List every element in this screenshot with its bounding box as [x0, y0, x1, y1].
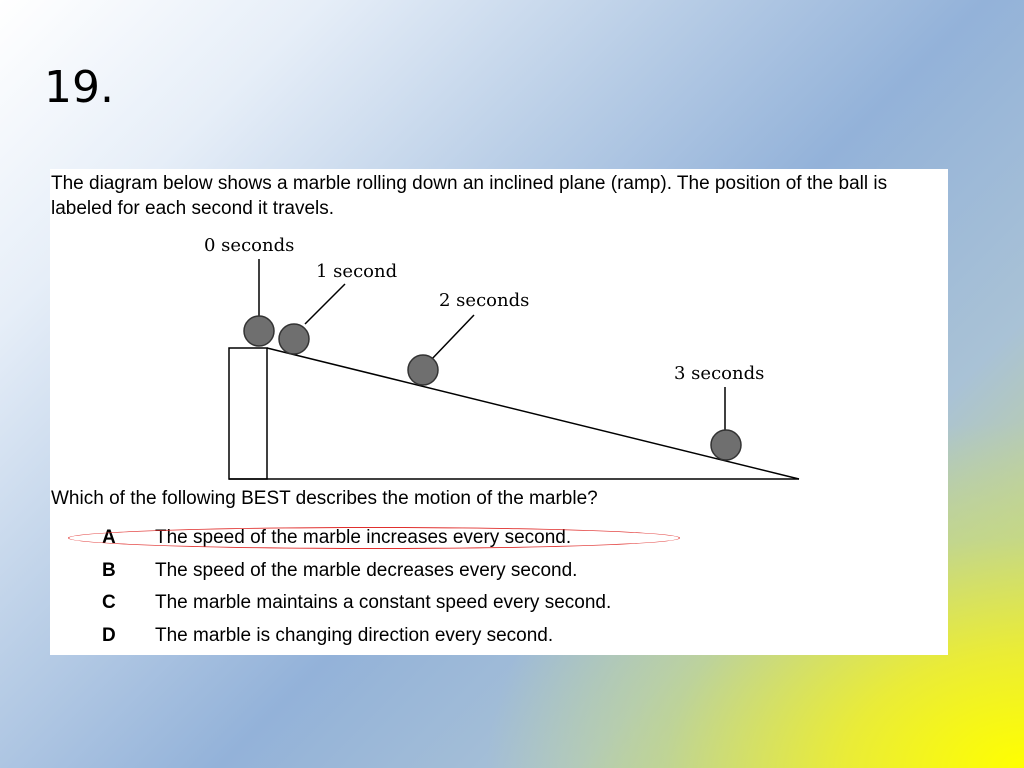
question-panel — [50, 169, 948, 655]
marble-1-second — [279, 324, 309, 354]
question-prompt: Which of the following BEST describes the motion of the marble? — [51, 488, 598, 509]
choice-a-text: The speed of the marble increases every second. — [155, 527, 572, 548]
choice-b[interactable] — [50, 559, 948, 589]
marble-0-seconds — [244, 316, 274, 346]
ramp-diagram — [50, 169, 948, 499]
choice-d-letter: D — [102, 625, 116, 646]
label-3-seconds: 3 seconds — [674, 363, 765, 384]
pointer-2-seconds — [430, 315, 474, 361]
label-1-second: 1 second — [316, 261, 398, 282]
choice-d[interactable] — [50, 624, 948, 654]
choice-c[interactable] — [50, 591, 948, 621]
choice-c-text: The marble maintains a constant speed every second. — [155, 592, 612, 613]
choice-b-text: The speed of the marble decreases every second. — [155, 560, 578, 581]
slide-number: 19. — [44, 62, 114, 113]
answer-circle-annotation — [68, 527, 680, 549]
label-0-seconds: 0 seconds — [204, 235, 295, 256]
question-intro: The diagram below shows a marble rolling down an inclined plane (ramp). The position of the ball is labeled for each second it travels. — [51, 173, 888, 219]
marble-3-seconds — [711, 430, 741, 460]
pointer-1-second — [305, 284, 345, 324]
label-2-seconds: 2 seconds — [439, 290, 530, 311]
choice-c-letter: C — [102, 592, 116, 613]
starting-platform — [229, 348, 267, 479]
marble-2-seconds — [408, 355, 438, 385]
choice-d-text: The marble is changing direction every second. — [155, 625, 554, 646]
choice-a-letter: A — [102, 527, 116, 548]
choice-b-letter: B — [102, 560, 116, 581]
